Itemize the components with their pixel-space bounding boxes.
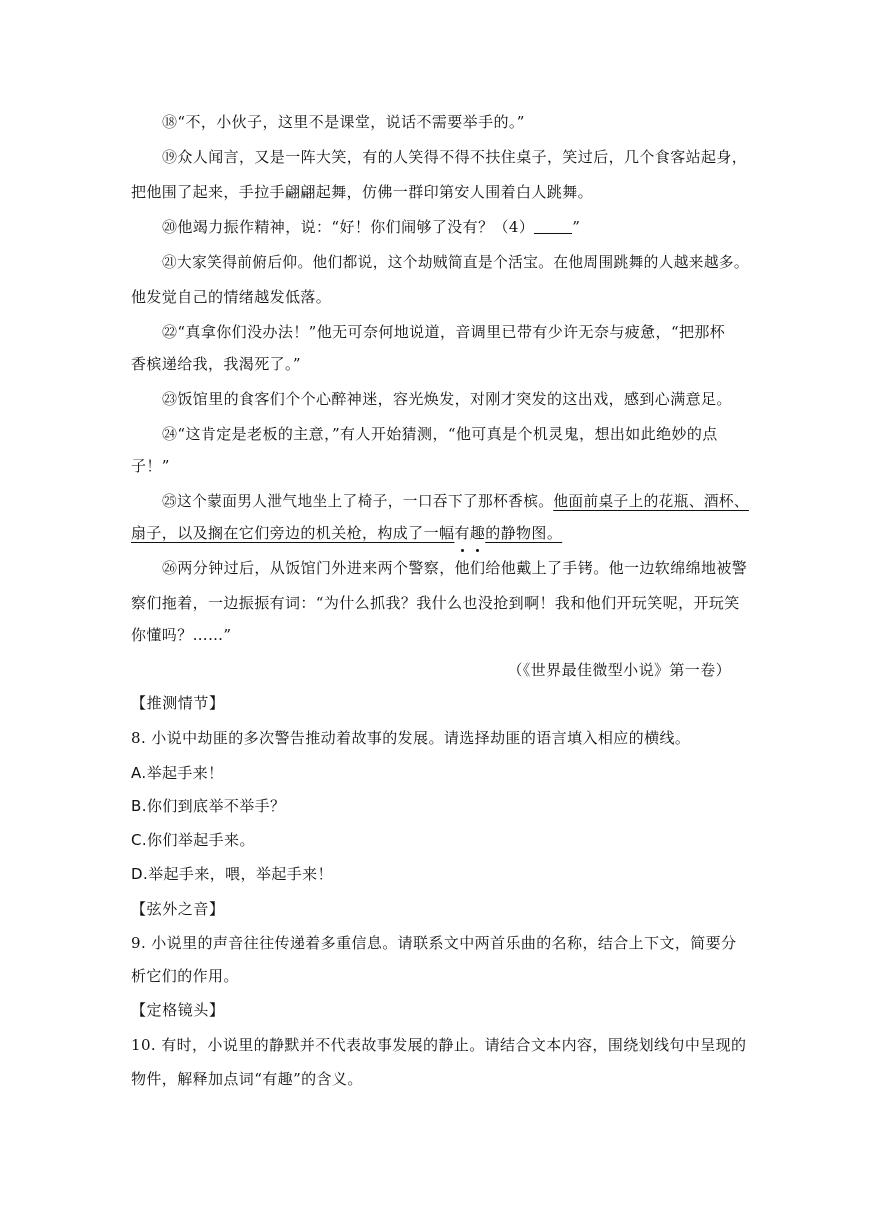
paragraph-20-text: ⑳他竭力振作精神，说：“好！你们闹够了没有？（4） [162, 218, 535, 236]
option-a [131, 763, 224, 783]
option-d [131, 864, 333, 884]
paragraph-23: ㉓饭馆里的食客们个个心醉神迷，容光焕发，对刚才突发的这出戏，感到心满意足。 [162, 390, 732, 408]
paragraph-20-close-quote: ” [572, 218, 581, 236]
underlined-text-a: 扇子，以及搁在它们旁边的机关枪，构成了一幅 [131, 524, 455, 542]
paragraph-19-line-2: 把他围了起来，手拉手翩翩起舞，仿佛一群印第安人围着白人跳舞。 [131, 183, 594, 201]
question-10-line-2: 物件，解释加点词“有趣”的含义。 [131, 1070, 363, 1088]
paragraph-25-plain-text: ㉕这个蒙面男人泄气地坐上了椅子，一口吞下了那杯香槟。 [162, 492, 554, 510]
question-10-line-1: 10. 有时，小说里的静默并不代表故事发展的静止。请结合文本内容，围绕划线句中呈现的 [131, 1036, 747, 1054]
source-citation: （《世界最佳微型小说》第一卷） [507, 661, 731, 679]
option-d-text: 举起手来，喂，举起手来！ [148, 865, 333, 883]
option-b [131, 796, 285, 816]
section-heading-plot: 【推测情节】 [131, 694, 225, 712]
paragraph-24-line-2: 子！” [131, 457, 170, 475]
paragraph-25-line-1 [162, 491, 749, 511]
paragraph-22-line-2: 香槟递给我，我渴死了。” [131, 355, 301, 373]
section-heading-sound: 【弦外之音】 [131, 900, 225, 918]
paragraph-21-line-2: 他发觉自己的情绪越发低落。 [131, 288, 332, 306]
section-heading-freeze-frame: 【定格镜头】 [131, 1001, 225, 1019]
paragraph-18: ⑱“不，小伙子，这里不是课堂，说话不需要举手的。” [162, 113, 525, 131]
underlined-sentence-middle [131, 524, 562, 542]
paragraph-26-line-2: 察们拖着，一边振振有词：“为什么抓我？我什么也没抢到啊！我和他们开玩笑呢，开玩笑 [131, 594, 740, 612]
underlined-text-b: 的静物图。 [485, 524, 563, 542]
underlined-sentence-start: 他面前桌子上的花瓶、酒杯、 [553, 492, 749, 510]
option-c-text: 你们举起手来。 [147, 831, 255, 849]
option-b-letter: B. [131, 797, 147, 815]
option-d-letter: D. [131, 865, 149, 883]
question-9-line-2: 析它们的作用。 [131, 967, 239, 985]
question-9-line-1: 9. 小说里的声音往往传递着多重信息。请联系文中两首乐曲的名称，结合上下文，简要分 [131, 934, 737, 952]
question-8: 8. 小说中劫匪的多次警告推动着故事的发展。请选择劫匪的语言填入相应的横线。 [131, 729, 691, 747]
paragraph-22-line-1: ㉒“真拿你们没办法！”他无可奈何地说道，音调里已带有少许无奈与疲惫，“把那杯 [162, 323, 726, 341]
dotted-char-you: 有 [454, 524, 470, 542]
paragraph-26-line-1: ㉖两分钟过后，从饭馆门外进来两个警察，他们给他戴上了手铐。他一边软绵绵地被警 [162, 559, 748, 577]
option-c-letter: C. [131, 831, 148, 849]
paragraph-19-line-1: ⑲众人闻言，又是一阵大笑，有的人笑得不得不扶住桌子，笑过后，几个食客站起身， [162, 148, 748, 166]
dotted-char-qu: 趣 [469, 524, 486, 542]
paragraph-21-line-1: ㉑大家笑得前俯后仰。他们都说，这个劫贼简直是个活宝。在他周围跳舞的人越来越多。 [162, 253, 749, 271]
option-b-text: 你们到底举不举手？ [146, 797, 286, 815]
paragraph-25-line-2 [131, 523, 562, 543]
paragraph-20 [162, 217, 580, 237]
paragraph-26-line-3: 你懂吗？……” [131, 626, 232, 644]
option-c [131, 830, 255, 850]
answer-blank-4 [534, 218, 572, 234]
paragraph-24-line-1: ㉔“这肯定是老板的主意，”有人开始猜测，“他可真是个机灵鬼，想出如此绝妙的点 [162, 425, 718, 443]
option-a-letter: A. [131, 764, 147, 782]
option-a-text: 举起手来！ [146, 764, 224, 782]
